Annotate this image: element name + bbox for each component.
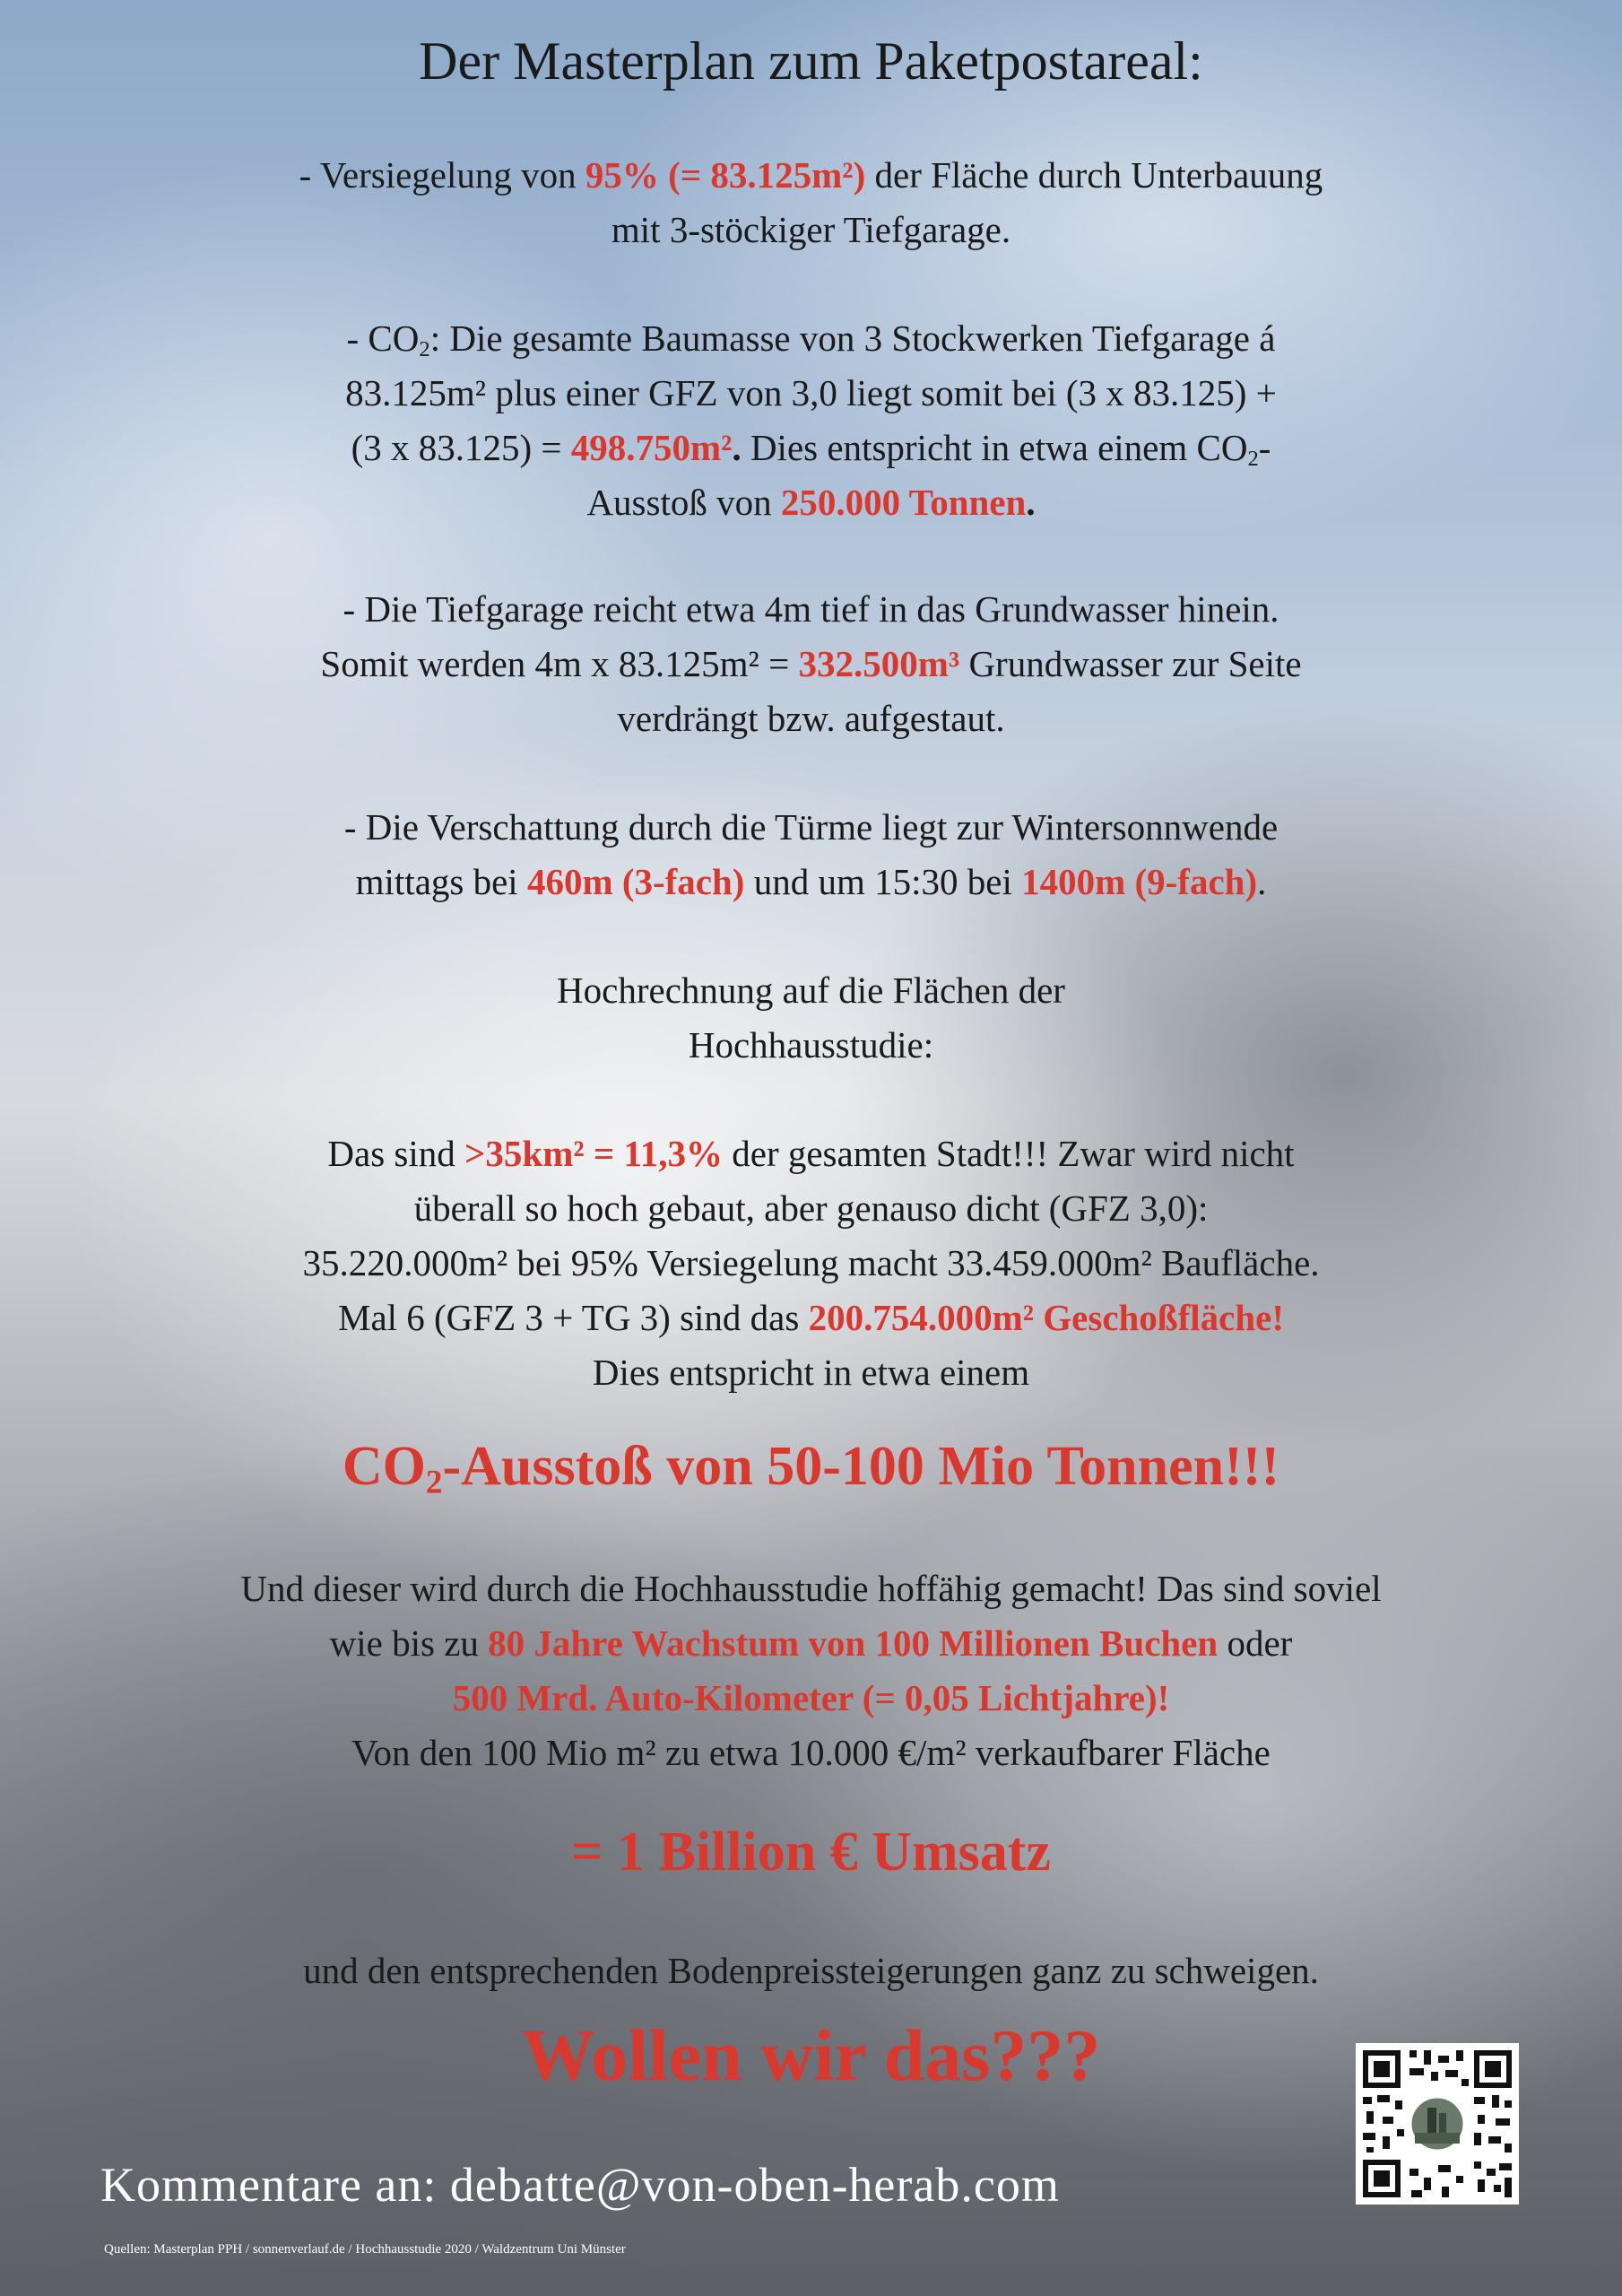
headline-co2-emission [0,1435,1622,1499]
highlight-value: 80 Jahre Wachstum von 100 Millionen Buchen [488,1622,1219,1664]
text: wie bis zu [329,1622,489,1664]
text: CO [342,1436,426,1497]
text: der gesamten Stadt!!! Zwar wird nicht [723,1133,1295,1174]
text: und um 15:30 bei [744,861,1022,902]
text: Somit werden 4m x 83.125m² = [320,643,799,684]
line: 35.220.000m² bei 95% Versiegelung macht 33.459.000m² Baufläche. [302,1242,1320,1283]
highlight-value: 460m (3-fach) [526,861,745,902]
subscript: 2 [419,337,430,362]
line: Dies entspricht in etwa einem [592,1352,1030,1393]
paragraph-shadow [0,800,1622,909]
line: verdrängt bzw. aufgestaut. [617,698,1005,739]
text: Das sind [327,1133,465,1174]
text: Mal 6 (GFZ 3 + TG 3) sind das [337,1297,809,1338]
text: . [732,427,742,468]
line: - Die Tiefgarage reicht etwa 4m tief in das Grundwasser hinein. [343,588,1279,630]
text: - [1258,427,1271,468]
contact-line: Kommentare an: debatte@von-oben-herab.com [100,2158,1060,2212]
line [0,148,1622,203]
highlight-value: 498.750m² [570,427,733,468]
headline-revenue: = 1 Billion € Umsatz [571,1822,1051,1883]
text: . [1026,482,1036,523]
text: Grundwasser zur Seite [959,643,1302,684]
line: Hochrechnung auf die Flächen der [557,970,1065,1011]
highlight-value: 332.500m³ [798,643,960,684]
line: 83.125m² plus einer GFZ von 3,0 liegt somit bei (3 x 83.125) + [345,372,1277,413]
headline-question: Wollen wir das??? [521,2014,1101,2096]
text: -Ausstoß von 50-100 Mio Tonnen!!! [442,1436,1280,1497]
highlight-value: >35km² = 11,3% [464,1133,723,1174]
line [0,1126,1622,1181]
line [0,637,1622,691]
paragraph-comparison [0,1561,1622,1780]
highlight-value: 95% (= 83.125m²) [585,154,866,196]
paragraph-area [0,1126,1622,1400]
line [0,475,1622,530]
subscript: 2 [425,1464,443,1501]
sources-footnote: Quellen: Masterplan PPH / sonnenverlauf.de / Hochhausstudie 2020 / Waldzentrum Uni Münster [104,2242,626,2257]
paragraph-projection [0,963,1622,1073]
subscript: 2 [1247,447,1259,472]
text: der Fläche durch Unterbauung [865,154,1323,196]
page-title: Der Masterplan zum Paketpostareal: [419,31,1203,91]
line [0,1616,1622,1671]
line [0,311,1622,366]
text: . [1257,861,1267,902]
line: Hochhausstudie: [688,1024,934,1065]
line: mit 3-stöckiger Tiefgarage. [611,209,1011,250]
text: Dies entspricht in etwa einem CO [741,427,1248,468]
line: überall so hoch gebaut, aber genauso dicht (GFZ 3,0): [413,1187,1209,1229]
highlight-line: 500 Mrd. Auto-Kilometer (= 0,05 Lichtjahre)! [452,1677,1170,1718]
text: oder [1218,1622,1293,1664]
line [0,1291,1622,1345]
line [0,855,1622,909]
paragraph-land-prices: und den entsprechenden Bodenpreissteigerungen ganz zu schweigen. [303,1950,1319,1991]
highlight-value: 250.000 Tonnen [780,482,1027,523]
paragraph-co2 [0,311,1622,530]
paragraph-sealing [0,148,1622,257]
text: (3 x 83.125) = [351,427,571,468]
line: Und dieser wird durch die Hochhausstudie hoffähig gemacht! Das sind soviel [240,1568,1382,1609]
text: Ausstoß von [586,482,781,523]
paragraph-groundwater [0,582,1622,746]
line: Von den 100 Mio m² zu etwa 10.000 €/m² verkaufbarer Fläche [351,1732,1271,1773]
line: - Die Verschattung durch die Türme liegt zur Wintersonnwende [343,806,1279,848]
qr-code-icon[interactable] [1356,2043,1519,2205]
qr-code-graphic [1356,2043,1519,2205]
text: : Die gesamte Baumasse von 3 Stockwerken Tiefgarage á [429,317,1276,359]
highlight-value: 1400m (9-fach) [1021,861,1258,902]
text: mittags bei [355,861,527,902]
highlight-value: 200.754.000m² Geschoßfläche! [808,1297,1285,1338]
text: - Versiegelung von [299,154,585,196]
text: - CO [346,317,420,359]
line [0,421,1622,475]
